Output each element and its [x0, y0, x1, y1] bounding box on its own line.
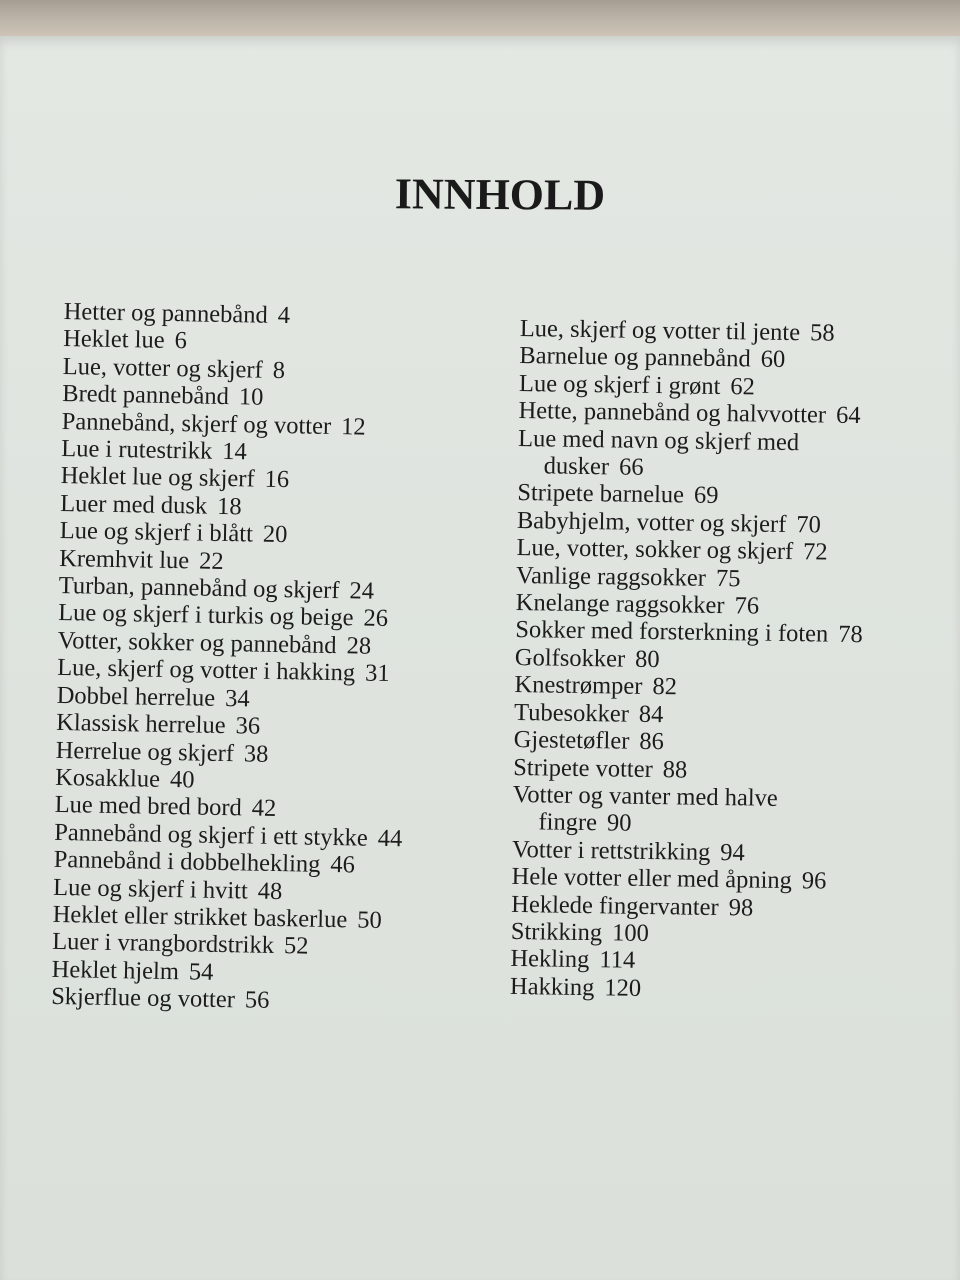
toc-entry-page-number: 8 [272, 356, 286, 384]
toc-entry-page-number: 76 [734, 592, 760, 620]
toc-entry-page-number: 78 [838, 621, 863, 649]
toc-entry-title: Stripete barnelue [517, 479, 685, 509]
toc-entry-page-number: 46 [330, 851, 356, 879]
toc-entry-title: Gjestetøfler [513, 726, 630, 755]
toc-entry-page-number: 69 [693, 482, 719, 510]
toc-entry-continuation-text: dusker [543, 452, 610, 481]
toc-entry-title: Hakking [509, 972, 595, 1001]
toc-entry-page-number: 120 [604, 974, 642, 1002]
toc-entry-title: Heklet hjelm [51, 955, 180, 985]
toc-entry-title: Lue, skjerf og votter i hakking [56, 654, 356, 687]
toc-entry-title: Hele votter eller med åpning [511, 863, 793, 895]
toc-entry-page-number: 98 [728, 893, 754, 922]
toc-entry-title: Knestrømper [514, 671, 643, 701]
toc-entry-title: Lue, votter, sokker og skjerf [516, 534, 794, 566]
toc-entry-title: Skjerflue og votter [50, 983, 236, 1014]
toc-entry-page-number: 40 [169, 765, 195, 794]
toc-entry-page-number: 24 [349, 577, 375, 605]
toc-entry-page-number: 100 [611, 919, 650, 947]
toc-entry-title: Lue, skjerf og votter til jente [519, 315, 801, 347]
toc-entry-page-number: 31 [364, 659, 390, 688]
toc-entry-title: Heklede fingervanter [511, 890, 719, 921]
toc-entry-title: Pannebånd, skjerf og votter [61, 407, 332, 440]
page-title: INNHOLD [394, 169, 606, 221]
toc-entry-page-number: 64 [835, 401, 861, 430]
toc-entry-page-number: 54 [188, 958, 214, 986]
toc-entry-title: Hette, pannebånd og halvvotter [518, 397, 827, 429]
toc-entry-title: Sokker med forsterkning i foten [515, 616, 829, 649]
toc-entry-title: Lue og skjerf i grønt [518, 369, 721, 400]
toc-entry-title: Lue med navn og skjerf med [517, 424, 800, 456]
toc-entry-page-number: 80 [634, 645, 660, 673]
background-surface [0, 0, 960, 38]
toc-entry-continuation-text: fingre [538, 808, 598, 837]
toc-entry-title: Dobbel herrelue [56, 681, 216, 712]
toc-entry-page-number: 42 [251, 794, 277, 823]
toc-entry-title: Bredt pannebånd [61, 380, 230, 411]
toc-entry-title: Stripete votter [513, 753, 653, 783]
toc-entry [518, 425, 949, 486]
toc-entry-title: Lue i rutestrikk [60, 435, 213, 465]
toc-entry-page-number: 4 [277, 301, 291, 330]
toc-entry-page-number: 26 [363, 605, 389, 633]
toc-entry-page-number: 10 [238, 383, 264, 411]
toc-entry-title: Lue og skjerf i blått [59, 517, 254, 548]
toc-entry-page-number: 90 [606, 809, 632, 838]
toc-entry-title: Klassisk herrelue [55, 709, 226, 740]
toc-entry-page-number: 44 [377, 824, 403, 853]
toc-entry-page-number: 114 [599, 946, 636, 975]
toc-entry-title: Kremhvit lue [58, 544, 190, 574]
toc-entry-page-number: 86 [639, 727, 665, 756]
toc-entry-title: Vanlige raggsokker [515, 561, 707, 592]
toc-entry-page-number: 38 [243, 739, 269, 768]
toc-entry-title: Knelange raggsokker [515, 589, 725, 620]
toc-entry-title: Heklet lue [63, 325, 165, 355]
toc-entry-page-number: 18 [216, 492, 242, 521]
toc-entry-page-number: 14 [222, 437, 248, 466]
toc-right-column [510, 315, 950, 1006]
toc-entry-page-number: 84 [638, 700, 664, 728]
toc-entry-title: Hekling [510, 945, 590, 974]
toc-entry-title: Barnelue og pannebånd [519, 342, 751, 373]
toc-entry-title: Lue og skjerf i hvitt [52, 873, 249, 904]
toc-entry [512, 781, 943, 842]
toc-entry-title: Lue med bred bord [54, 791, 243, 822]
toc-entry-title: Kosakklue [54, 763, 161, 793]
toc-entry-title: Luer med dusk [59, 489, 208, 520]
toc-entry-page-number: 36 [235, 712, 261, 740]
toc-entry-title: Babyhjelm, votter og skjerf [516, 506, 787, 538]
toc-entry-page-number: 72 [802, 538, 828, 566]
toc-entry-page-number: 52 [283, 932, 309, 960]
toc-entry-title: Hetter og pannebånd [63, 298, 269, 329]
toc-entry-title: Turban, pannebånd og skjerf [58, 572, 340, 605]
toc-entry-page-number: 62 [730, 372, 756, 401]
toc-entry-page-number: 60 [760, 345, 786, 374]
toc-entry-page-number: 16 [264, 466, 290, 494]
toc-entry-title: Herrelue og skjerf [55, 736, 235, 767]
toc-entry-page-number: 50 [356, 906, 382, 934]
toc-entry-title: Votter i rettstrikking [511, 835, 711, 866]
toc-entry-page-number: 28 [346, 632, 372, 660]
toc-entry-title: Strikking [510, 917, 603, 947]
toc-entry-page-number: 88 [662, 755, 688, 784]
toc-entry-title: Pannebånd og skjerf i ett stykke [53, 818, 369, 852]
toc-left-column [51, 298, 494, 1018]
toc-entry-title: Pannebånd i dobbelhekling [53, 846, 321, 878]
toc-entry-page-number: 12 [340, 412, 366, 441]
toc-entry-title: Lue og skjerf i turkis og beige [57, 599, 354, 632]
toc-entry-page-number: 48 [257, 877, 283, 905]
toc-entry-title: Votter og vanter med halve [512, 780, 778, 812]
toc-entry-page-number: 96 [801, 867, 827, 895]
toc-entry-page-number: 66 [618, 453, 644, 481]
toc-entry-title: Lue, votter og skjerf [62, 352, 263, 384]
toc-entry-page-number: 22 [198, 547, 224, 575]
toc-entry-page-number: 82 [652, 673, 678, 701]
toc-entry-page-number: 75 [715, 564, 741, 592]
toc-entry-page-number: 56 [244, 986, 270, 1015]
toc-entry-title: Luer i vrangbordstrikk [51, 928, 275, 960]
toc-entry-title: Golfsokker [514, 643, 626, 673]
toc-entry-page-number: 70 [796, 510, 822, 539]
toc-entry-page-number: 94 [720, 838, 745, 867]
toc-entry-page-number: 6 [174, 327, 188, 355]
toc-entry-title: Heklet lue og skjerf [60, 462, 255, 493]
toc-entry-page-number: 58 [809, 319, 835, 347]
toc-entry-title: Heklet eller strikket baskerlue [52, 900, 348, 934]
toc-entry-title: Votter, sokker og pannebånd [57, 626, 337, 659]
toc-entry-title: Tubesokker [513, 698, 630, 728]
toc-entry-page-number: 20 [262, 520, 288, 549]
toc-entry-page-number: 34 [224, 684, 250, 713]
